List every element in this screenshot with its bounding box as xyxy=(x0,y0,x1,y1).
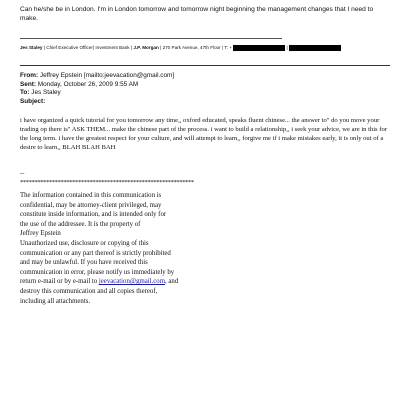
signature-separator: | xyxy=(130,45,134,50)
email-link[interactable]: jeevacation@gmail.com xyxy=(98,278,165,286)
redaction-box xyxy=(233,45,285,51)
intro-paragraph: Can he/she be in London. I'm in London tomorrow and tomorrow night beginning the management changes that I need to make. xyxy=(20,6,374,22)
disclaimer-line: constitute inside information, and is intended only for xyxy=(20,211,167,219)
sent-value: Monday, October 26, 2009 9:55 AM xyxy=(37,80,139,88)
email-header xyxy=(20,72,390,106)
disclaimer-line: communication or any part thereof is strictly prohibited xyxy=(20,249,171,257)
email-body: i have organized a quick tutorial for you tomorrow any time,, oxford educated, speaks fluent chinese... the answer to" do you move your trading op there is" ASK THEM... make the chinese part of the process. i want to build a relationship,, i seek your advice, we are in this for the long term. i have the greatest respect for your culture, and will attempt to learn,, forgive me if i make mistakes early, it is only out of a desire to learn,, BLAH BLAH BAH xyxy=(20,117,387,151)
redaction-box xyxy=(286,45,341,51)
signature-separator: | xyxy=(43,45,47,50)
disclaimer-block xyxy=(20,191,280,306)
disclaimer-line-prefix: return e-mail or by e-mail to xyxy=(20,278,99,286)
signature-address: 270 Park Avenue, 47th Floor xyxy=(162,45,221,50)
disclaimer-line: confidential, may be attorney-client privileged, may xyxy=(20,201,162,209)
signature-divider xyxy=(20,38,282,39)
disclaimer-line: the use of the addressee. It is the property of xyxy=(20,220,141,228)
to-label: To: xyxy=(20,89,30,96)
disclaimer-stars: ************************************************************ xyxy=(20,179,194,186)
signature-title: Chief Executive Officer| Investment Bank xyxy=(46,45,130,50)
disclaimer-line: and may be unlawful. If you have received this xyxy=(20,259,148,267)
from-label: From: xyxy=(20,72,39,79)
disclaimer-line xyxy=(20,277,280,287)
signature-phone-label: T: + xyxy=(224,45,232,50)
disclaimer-line: Jeffrey Epstein xyxy=(20,230,61,238)
signature-name: Jes Staley xyxy=(20,45,43,50)
signature-separator: | xyxy=(286,45,289,50)
subject-row xyxy=(20,98,390,107)
disclaimer-line-suffix: , and xyxy=(165,278,179,286)
signature-separator: | xyxy=(160,45,163,50)
disclaimer-line: Unauthorized use, disclosure or copying of this xyxy=(20,239,149,247)
sent-row xyxy=(20,81,390,90)
disclaimer-line: destroy this communication and all copies thereof, xyxy=(20,287,158,295)
signature-line xyxy=(20,44,390,51)
subject-label: Subject: xyxy=(20,97,46,105)
to-row xyxy=(20,89,390,98)
from-row xyxy=(20,72,390,81)
header-divider xyxy=(20,65,390,66)
signature-company: J.P. Morgan xyxy=(133,45,159,50)
signature-separator: | xyxy=(222,45,225,50)
sent-label: Sent: xyxy=(20,80,36,88)
from-value: Jeffrey Epstein [mailto:jeevacation@gmail.com] xyxy=(39,72,175,79)
to-value: Jes Staley xyxy=(31,89,61,96)
signature-dashes: -- xyxy=(20,170,25,177)
disclaimer-line: communication in error, please notify us immediately by xyxy=(20,268,175,276)
disclaimer-line: including all attachments. xyxy=(20,297,91,305)
disclaimer-line: The information contained in this communication is xyxy=(20,192,162,199)
